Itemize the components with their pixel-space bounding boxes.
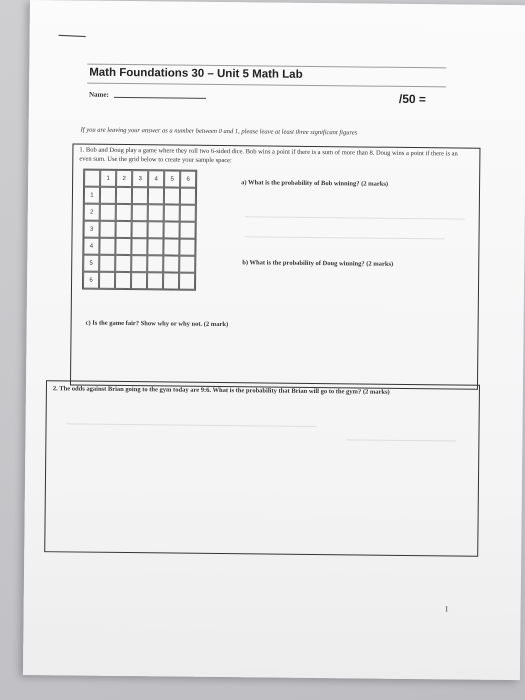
grid-cell[interactable]	[132, 204, 148, 221]
name-field[interactable]	[114, 97, 206, 99]
grid-cell[interactable]	[179, 273, 195, 290]
bleed-through	[346, 439, 456, 441]
grid-cell[interactable]	[99, 238, 115, 255]
grid-cell[interactable]	[100, 187, 116, 204]
grid-cell[interactable]	[164, 221, 180, 238]
grid-cell[interactable]	[163, 272, 179, 289]
grid-row-header: 4	[83, 238, 99, 255]
grid-cell[interactable]	[163, 238, 179, 255]
bleed-through	[245, 216, 465, 219]
question-2-box	[44, 380, 480, 557]
question-1a: a) What is the probability of Bob winning? (2 marks)	[241, 179, 389, 188]
grid-cell[interactable]	[179, 256, 195, 273]
grid-cell[interactable]	[147, 272, 163, 289]
grid-col-header: 6	[180, 171, 196, 188]
grid-cell[interactable]	[115, 272, 131, 289]
grid-col-header: 4	[148, 170, 164, 187]
page-number: 1	[444, 604, 449, 614]
pen-mark	[58, 32, 88, 38]
name-label: Name:	[88, 90, 109, 99]
grid-cell[interactable]	[116, 204, 132, 221]
question-2-text: 2. The odds against Brian going to the gym today are 9:6. What is the probability that Brian will go to the gym? (2 marks)	[52, 385, 390, 396]
grid-col-header: 1	[100, 170, 116, 187]
grid-row-header: 6	[83, 272, 99, 289]
grid-cell[interactable]	[164, 204, 180, 221]
page-title: Math Foundations 30 – Unit 5 Math Lab	[89, 66, 303, 81]
bleed-through	[67, 423, 317, 427]
grid-cell[interactable]	[132, 221, 148, 238]
question-1-text: 1. Bob and Doug play a game where they roll two 6-sided dice. Bob wins a point if there is a sum of more than 8. Doug wins a point if there is an even sum. Use the grid below to create your sample space:	[79, 146, 458, 164]
bleed-through	[245, 236, 445, 239]
grid-cell[interactable]	[163, 255, 179, 272]
grid-row-header: 5	[83, 255, 99, 272]
grid-row-header: 1	[84, 187, 100, 204]
worksheet-page	[23, 0, 525, 680]
grid-row-header: 3	[84, 221, 100, 238]
sample-space-grid	[82, 169, 197, 291]
grid-cell[interactable]	[131, 272, 147, 289]
question-1c: c) Is the game fair? Show why or why not. (2 mark)	[85, 319, 229, 329]
grid-cell[interactable]	[100, 221, 116, 238]
grid-cell[interactable]	[116, 221, 132, 238]
score-field: /50 =	[398, 91, 427, 107]
grid-cell[interactable]	[147, 238, 163, 255]
grid-cell[interactable]	[99, 255, 115, 272]
grid-cell[interactable]	[131, 238, 147, 255]
grid-cell[interactable]	[115, 255, 131, 272]
grid-col-header: 5	[164, 170, 180, 187]
grid-cell[interactable]	[148, 204, 164, 221]
grid-cell[interactable]	[147, 255, 163, 272]
grid-cell[interactable]	[116, 187, 132, 204]
grid-cell[interactable]	[180, 222, 196, 239]
grid-cell[interactable]	[164, 187, 180, 204]
instructions: If you are leaving your answer as a number between 0 and 1, please leave at least three significant figures	[80, 126, 358, 137]
question-1-box	[70, 143, 481, 389]
grid-cell[interactable]	[115, 238, 131, 255]
grid-row-header: 2	[84, 204, 100, 221]
question-1b: b) What is the probability of Doug winning? (2 marks)	[242, 259, 394, 268]
grid-cell[interactable]	[180, 188, 196, 205]
header-rule-bottom	[87, 83, 446, 88]
grid-cell[interactable]	[132, 187, 148, 204]
grid-cell[interactable]	[180, 205, 196, 222]
grid-cell[interactable]	[179, 239, 195, 256]
grid-cell[interactable]	[131, 255, 147, 272]
grid-cell[interactable]	[148, 221, 164, 238]
grid-col-header: 2	[116, 170, 132, 187]
grid-cell[interactable]	[100, 204, 116, 221]
grid-corner	[84, 170, 100, 187]
grid-cell[interactable]	[148, 187, 164, 204]
grid-cell[interactable]	[99, 272, 115, 289]
grid-col-header: 3	[132, 170, 148, 187]
